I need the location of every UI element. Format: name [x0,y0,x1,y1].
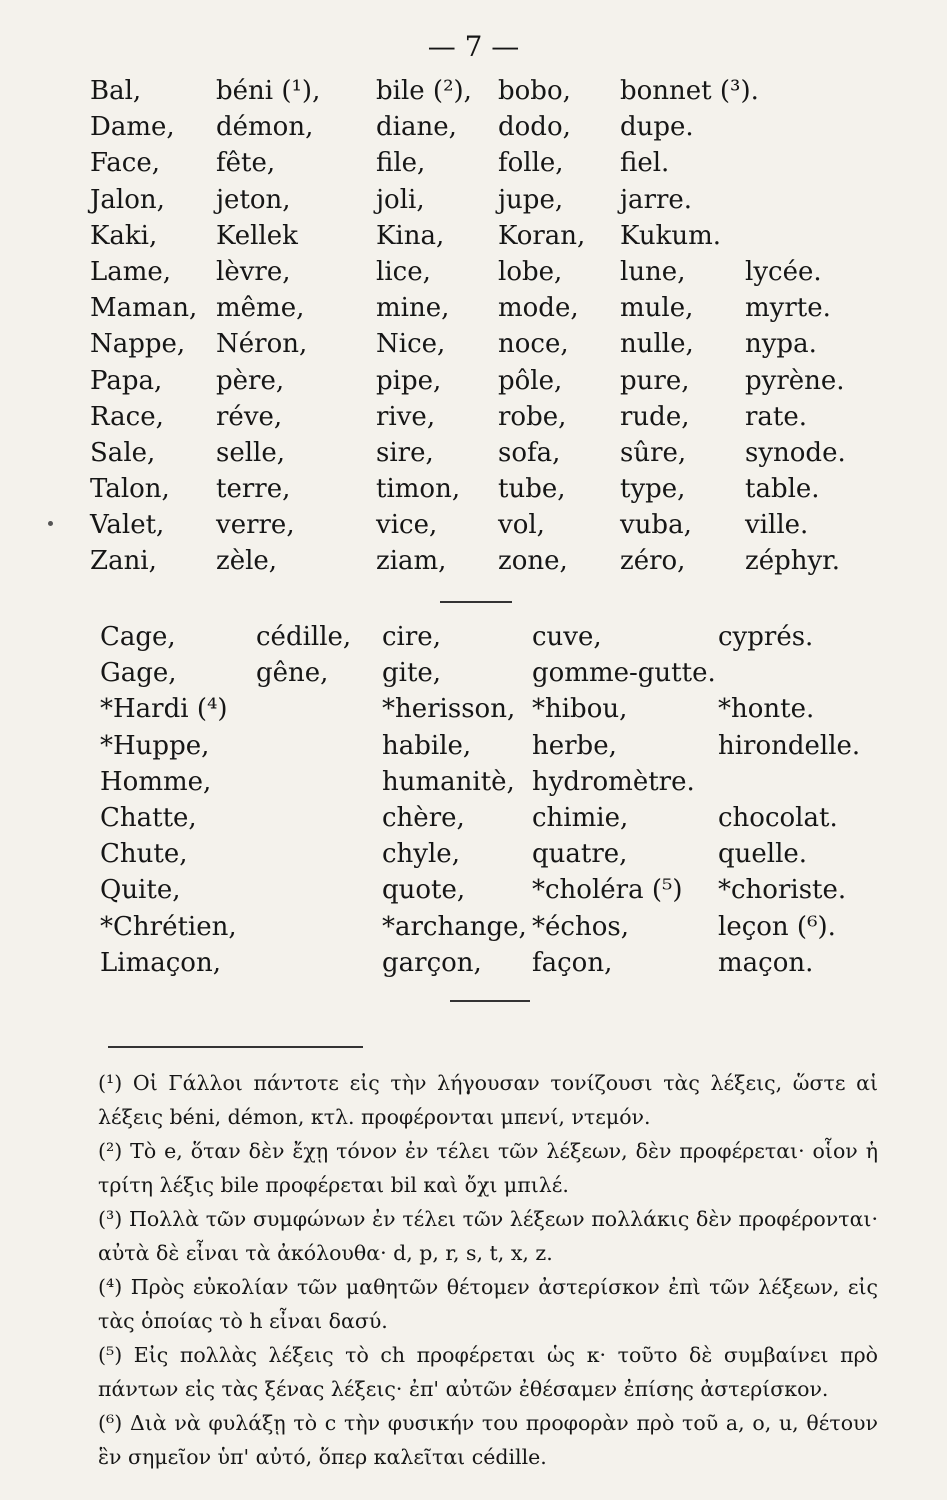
word: Gage, [100,658,177,689]
footnote-mark: (³) [98,1207,123,1231]
word: *herisson, [382,694,516,725]
footnote-rule [108,1046,363,1048]
word: tube, [498,474,566,505]
word: mode, [498,293,579,324]
word: père, [216,365,285,396]
word: Bal, [90,76,142,106]
word: Lame, [90,256,172,287]
word: garçon, [382,947,482,978]
word: Kellek [216,220,298,251]
word: folle, [498,148,564,179]
word: synode. [745,437,846,468]
word: Koran, [498,220,586,251]
word: Maman, [90,293,198,324]
word: Kukum. [620,220,722,251]
word: lobe, [498,256,563,287]
word: Cage, [100,622,176,652]
word: façon, [532,947,613,978]
word: lèvre, [216,256,291,287]
word: béni (¹), [216,76,321,106]
word: *Hardi (⁴) [100,694,228,725]
word: noce, [498,329,569,360]
footnote-text: Τὸ e, ὅταν δὲν ἔχῃ τόνον ἐν τέλει τῶν λέξεων, δὲν προφέρεται· οἷον ἡ τρίτη λέξις bile προφέρεται bil καὶ ὄχι μπιλέ. [98,1139,878,1197]
word: Kaki, [90,220,158,251]
section-divider [450,1000,530,1002]
word: dupe. [620,112,694,143]
word: verre, [216,510,295,541]
word: humanitè, [382,766,515,797]
footnotes [98,1066,878,1474]
word: mine, [376,293,450,324]
word: pôle, [498,365,563,396]
word: Chatte, [100,802,197,833]
word: Talon, [90,474,170,505]
word: jeton, [216,184,291,215]
word: démon, [216,112,314,143]
word: myrte. [745,293,831,324]
word: sire, [376,437,434,468]
footnote-text: Διὰ νὰ φυλάξῃ τὸ c τὴν φυσικήν του προφορὰν πρὸ τοῦ a, o, u, θέτουν ἓν σημεῖον ὑπ' αὐτό, ὅπερ καλεῖται cédille. [98,1411,878,1469]
footnote-text: Πρὸς εὐκολίαν τῶν μαθητῶν θέτομεν ἀστερίσκον ἐπὶ τῶν λέξεων, εἰς τὰς ὁποίας τὸ h εἶναι δασύ. [98,1275,878,1333]
word: Nice, [376,329,446,360]
word: zone, [498,546,568,577]
word: robe, [498,401,567,432]
word: Limaçon, [100,947,221,978]
word: cire, [382,622,441,652]
word: chocolat. [718,802,838,833]
word: pure, [620,365,690,396]
word: *Chrétien, [100,911,237,942]
word: chyle, [382,839,460,870]
word: cyprés. [718,622,814,652]
word: *choriste. [718,875,847,906]
word: hirondelle. [718,730,861,761]
footnote-mark: (¹) [98,1071,123,1095]
word: jarre. [620,184,693,215]
word: sofa, [498,437,561,468]
word: *archange, [382,911,527,942]
word: lice, [376,256,431,287]
word: vice, [376,510,438,541]
footnote-mark: (⁶) [98,1411,123,1435]
word: quote, [382,875,466,906]
word: Homme, [100,766,212,797]
word: Race, [90,401,164,432]
word: Kina, [376,220,445,251]
word: herbe, [532,730,617,761]
footnote-mark: (²) [98,1139,123,1163]
word: *choléra (⁵) [532,875,683,906]
word: chimie, [532,802,629,833]
word: quatre, [532,839,628,870]
word: hydromètre. [532,766,695,797]
word: lune, [620,256,686,287]
word: file, [376,148,426,179]
word: type, [620,474,686,505]
footnote [98,1270,878,1338]
word: terre, [216,474,291,505]
word: vuba, [620,510,692,541]
word: leçon (⁶). [718,911,836,942]
word: cuve, [532,622,602,652]
section-divider [440,601,512,603]
footnote-text: Εἰς πολλὰς λέξεις τὸ ch προφέρεται ὡς κ· τοῦτο δὲ συμβαίνει πρὸ πάντων εἰς τὰς ξένας λέξεις· ἐπ' αὐτῶν ἐθέσαμεν ἐπίσης ἀστερίσκον. [98,1343,878,1401]
word: lycée. [745,256,822,287]
word: table. [745,474,820,505]
word: *hibou, [532,694,628,725]
word: Jalon, [90,184,165,215]
word: habile, [382,730,472,761]
word: fête, [216,148,276,179]
word: Valet, [90,510,165,541]
word: gêne, [256,658,329,689]
footnote [98,1066,878,1134]
word: maçon. [718,947,814,978]
word: Chute, [100,839,188,870]
footnote-mark: (⁵) [98,1343,123,1367]
word: quelle. [718,839,808,870]
word: zéro, [620,546,686,577]
word: *échos, [532,911,629,942]
word: ziam, [376,546,447,577]
word: gomme-gutte. [532,658,716,689]
word: bobo, [498,76,571,106]
word: Quite, [100,875,181,906]
word: selle, [216,437,286,468]
word: cédille, [256,622,352,652]
word: Sale, [90,437,156,468]
word: Nappe, [90,329,186,360]
word: zèle, [216,546,278,577]
word: fiel. [620,148,670,179]
word: jupe, [498,184,564,215]
word: Papa, [90,365,163,396]
word: mule, [620,293,694,324]
word: joli, [376,184,425,215]
word: même, [216,293,305,324]
word: rude, [620,401,690,432]
word: nulle, [620,329,694,360]
word: pyrène. [745,365,845,396]
margin-speck [48,521,53,526]
page-number: — 7 — [427,30,520,63]
word: sûre, [620,437,687,468]
footnote [98,1134,878,1202]
footnote-text: Οἱ Γάλλοι πάντοτε εἰς τὴν λήγουσαν τονίζουσι τὰς λέξεις, ὥστε αἱ λέξεις béni, démon, κτλ. προφέρονται μπενί, ντεμόν. [98,1071,878,1129]
word: rate. [745,401,808,432]
word: Dame, [90,112,175,143]
word: rive, [376,401,436,432]
word: bile (²), [376,76,472,106]
word: chère, [382,802,465,833]
footnote [98,1202,878,1270]
word: pipe, [376,365,442,396]
word: nypa. [745,329,817,360]
word: timon, [376,474,461,505]
word: Néron, [216,329,308,360]
footnote-mark: (⁴) [98,1275,123,1299]
word: *Huppe, [100,730,210,761]
word: diane, [376,112,457,143]
word: gite, [382,658,442,689]
word: zéphyr. [745,546,840,577]
word: vol, [498,510,545,541]
word: bonnet (³). [620,76,759,106]
word: Zani, [90,546,157,577]
footnote-text: Πολλὰ τῶν συμφώνων ἐν τέλει τῶν λέξεων πολλάκις δὲν προφέρονται· αὐτὰ δὲ εἶναι τὰ ἀκόλουθα· d, p, r, s, t, x, z. [98,1207,878,1265]
word: ville. [745,510,809,541]
word: *honte. [718,694,815,725]
word: réve, [216,401,283,432]
word: Face, [90,148,160,179]
footnote [98,1338,878,1406]
word: dodo, [498,112,571,143]
footnote [98,1406,878,1474]
